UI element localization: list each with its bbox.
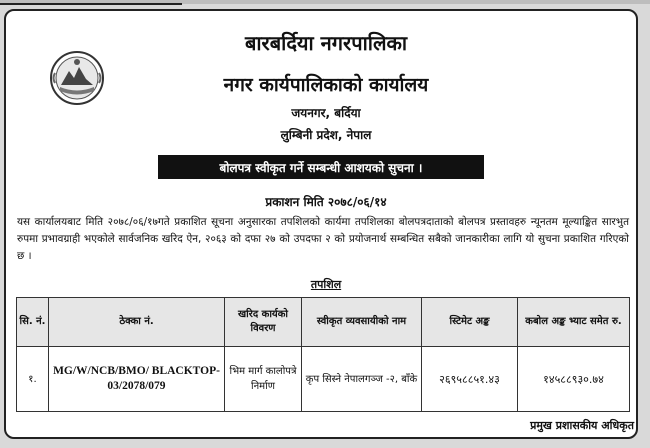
col-header-sn: सि. नं.: [17, 298, 49, 347]
cell-description: भिम मार्ग कालोपत्रे निर्माण: [225, 347, 302, 412]
table-row: [17, 347, 630, 412]
notice-frame: [4, 9, 638, 439]
col-header-bidder: स्वीकृत व्यवसायीको नाम: [302, 298, 422, 347]
col-header-bid-amount: कबोल अङ्क भ्याट समेत रु.: [518, 298, 630, 347]
organization-name: बारबर्दिया नगरपालिका: [244, 31, 408, 55]
cell-contract-no: MG/W/NCB/BMO/ BLACKTOP-03/2078/079: [49, 347, 225, 412]
award-table: [16, 297, 630, 412]
cell-bidder: कृप सिस्ने नेपालगञ्ज -२, बाँके: [302, 347, 422, 412]
col-header-estimate: स्टिमेट अङ्क: [422, 298, 518, 347]
signature-title: प्रमुख प्रशासकीय अधिकृत: [530, 419, 634, 432]
notice-body: यस कार्यालयबाट मिति २०७८/०६/१७गते प्रकाशित सूचना अनुसारका तपशिलको कार्यमा तपशिलका बोलपत्रदाताको बोलपत्र प्रस्तावहरु न्यूनतम मूल्याङ्कित सारभुत रुपमा प्रभावग्राही भएकोले सार्वजनिक खरिद ऐन, २०६३ को दफा २७ को उपदफा २ को प्रयोजनार्थ सम्बन्धित सबैको जानकारीका लागि यो सुचना प्रकाशित गरिएको छ ।: [17, 216, 629, 262]
cell-bid-amount: १४५८८९३०.७४: [518, 347, 630, 412]
notice-title-banner: [158, 155, 484, 179]
schedule-heading: तपशिल: [310, 278, 342, 291]
province-address: लुम्बिनी प्रदेश, नेपाल: [280, 128, 372, 142]
office-name: नगर कार्यपालिकाको कार्यालय: [223, 74, 429, 96]
col-header-contract-no: ठेक्का नं.: [49, 298, 225, 347]
table-header-row: [17, 298, 630, 347]
publication-date: प्रकाशन मिति २०७८/०६/१४: [265, 195, 387, 209]
cell-sn: १.: [17, 347, 49, 412]
municipality-emblem-icon: [46, 49, 108, 107]
office-address: जयनगर, बर्दिया: [291, 106, 361, 120]
col-header-description: खरिद कार्यको विवरण: [225, 298, 302, 347]
cell-estimate: २६९५८८५१.४३: [422, 347, 518, 412]
notice-title: बोलपत्र स्वीकृत गर्ने सम्बन्धी आशयको सुचना ।: [219, 160, 423, 175]
top-line: [0, 3, 182, 5]
